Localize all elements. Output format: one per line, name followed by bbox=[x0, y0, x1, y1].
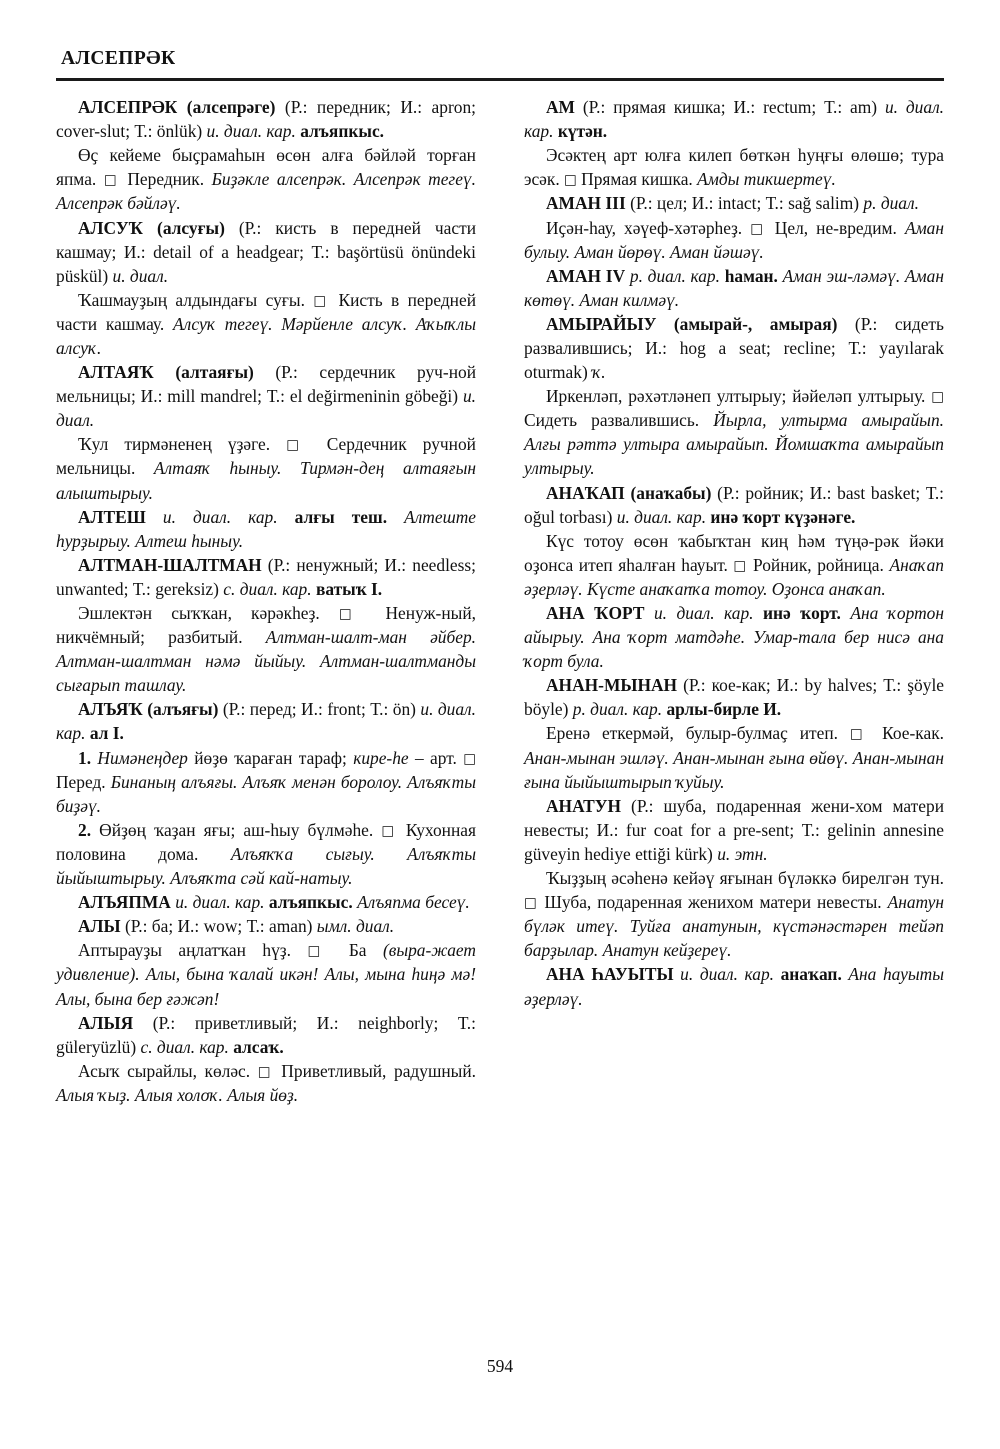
dictionary-entry bbox=[56, 216, 476, 288]
square-marker-icon: □ bbox=[849, 726, 871, 743]
headword: (амырай-, амырая) bbox=[673, 313, 838, 334]
grammar-label: и. диал. кар. bbox=[616, 506, 707, 527]
body-text bbox=[278, 507, 295, 527]
square-marker-icon: □ bbox=[750, 220, 767, 237]
body-text bbox=[387, 507, 404, 527]
headword: АМЫРАЙЫУ bbox=[546, 313, 657, 334]
dictionary-entry bbox=[524, 601, 944, 673]
body-text: Передник. bbox=[119, 169, 212, 190]
headword: алъяпкыс. bbox=[268, 892, 353, 913]
square-marker-icon: □ bbox=[286, 437, 311, 454]
square-marker-icon: □ bbox=[524, 895, 539, 912]
headword: АМАН IV bbox=[546, 265, 626, 286]
square-marker-icon: □ bbox=[338, 606, 367, 622]
grammar-label: Анаҡап әҙерләү. Күсте анаҡапҡа тотоу. Оҙонса анаҡап. bbox=[524, 554, 944, 599]
entry-definition bbox=[524, 384, 944, 480]
body-text bbox=[656, 314, 673, 334]
grammar-label: и. диал. кар. bbox=[162, 506, 278, 527]
column-container bbox=[56, 95, 944, 1107]
body-text: (Р.: перед; И.: front; Т.: ön) bbox=[218, 699, 421, 720]
body-text: (Р.: приветливый; И.: neighborly; Т.: güleryüzlü) bbox=[56, 1012, 476, 1057]
entry-definition bbox=[56, 1059, 476, 1107]
body-text: (Р.: прямая кишка; И.: rectum; Т.: am) bbox=[574, 97, 885, 118]
grammar-label: р. диал. кар. bbox=[572, 699, 663, 720]
body-text: (Р.: сидеть развалившись; И.: hog a seat; recline; Т.: yayılarak oturmak) bbox=[524, 313, 944, 383]
body-text: Күс тотоу өсөн ҡабыҡтан киң һәм түңә-рәк йәки оҙонса итеп яһалған һауыт. bbox=[524, 530, 944, 575]
dictionary-entry bbox=[524, 673, 944, 721]
headword: АЛЫ bbox=[78, 916, 121, 937]
body-text: Аптырауҙы аңлатҡан һүҙ. bbox=[78, 940, 308, 961]
dictionary-entry bbox=[524, 264, 944, 312]
grammar-label: р. диал. bbox=[863, 193, 919, 214]
grammar-label: и. диал. кар. bbox=[524, 97, 944, 142]
dictionary-entry bbox=[56, 505, 476, 553]
headword: 1. bbox=[78, 747, 92, 768]
square-marker-icon: □ bbox=[257, 1063, 274, 1080]
headword: һаман. bbox=[724, 265, 778, 286]
headword: АЛСЕПРӘК bbox=[78, 97, 178, 118]
square-marker-icon: □ bbox=[103, 172, 120, 189]
headword: АЛТМАН-ШАЛТМАН bbox=[78, 554, 262, 575]
body-text bbox=[154, 362, 176, 382]
dictionary-entry bbox=[56, 914, 476, 938]
grammar-label: Аман эш-ләмәү. Аман көтөү. Аман килмәү. bbox=[524, 265, 944, 310]
body-text: Ҡул тирмәненең үҙәге. bbox=[78, 434, 287, 455]
body-text: (Р.: цел; И.: intact; Т.: sağ salim) bbox=[625, 193, 864, 214]
grammar-label: ымл. диал. bbox=[316, 916, 395, 937]
body-text: – арт. bbox=[408, 747, 464, 768]
body-text: Приветливый, радушный. bbox=[273, 1060, 476, 1081]
dictionary-entry bbox=[56, 1011, 476, 1059]
body-text: (Р.: кисть в передней части кашмау; И.: detail of a headgear; Т.: başörtüsü önündeki püskül) bbox=[56, 217, 476, 286]
body-text: (Р.: ройник; И.: bast basket; Т.: oğul torbası) bbox=[524, 482, 944, 527]
headword: АНА ҠОРТ bbox=[546, 603, 645, 623]
grammar-label: кире-һе bbox=[353, 747, 409, 768]
headword: АНАТУН bbox=[546, 795, 622, 816]
headword: инә ҡорт күҙәнәге. bbox=[710, 506, 856, 527]
square-marker-icon: □ bbox=[307, 943, 333, 960]
square-marker-icon: □ bbox=[931, 389, 944, 406]
grammar-label: Бинаның алъяғы. Алъяҡ менән боролоу. Алъяҡты биҙәү. bbox=[56, 771, 476, 816]
entry-definition bbox=[524, 143, 944, 191]
headword: АЛТАЯҠ bbox=[78, 362, 154, 383]
body-text: Өҫ кейеме быҫрамаһын өсөн алға бәйләй торған япма. bbox=[56, 145, 476, 190]
body-text: Өйҙөң ҡаҙан яғы; аш-һыу бүлмәһе. bbox=[91, 819, 382, 840]
grammar-label: и. диал. кар. bbox=[680, 964, 774, 985]
headword: АНАҠАП bbox=[546, 482, 625, 503]
headword: АМ bbox=[546, 97, 575, 118]
entry-definition bbox=[56, 818, 476, 890]
body-text bbox=[644, 603, 653, 623]
grammar-label: Алъяҡҡа сығыу. Алъяҡты йыйыштырыу. Алъяҡта сәй кай-натыу. bbox=[56, 843, 476, 889]
square-marker-icon: □ bbox=[381, 822, 398, 839]
body-text: Эшлектән сыҡҡан, кәрәкһеҙ. bbox=[78, 603, 339, 623]
entry-definition bbox=[56, 432, 476, 504]
body-text: Иҫән-һау, хәүеф-хәтәрһеҙ. bbox=[546, 217, 751, 238]
dictionary-entry bbox=[524, 191, 944, 215]
headword: АЛСУҠ bbox=[78, 217, 144, 238]
headword: АЛТЕШ bbox=[78, 506, 146, 527]
square-marker-icon: □ bbox=[313, 292, 331, 309]
dictionary-entry bbox=[56, 360, 476, 432]
dictionary-entry bbox=[56, 890, 476, 914]
headword: алғы теш. bbox=[294, 506, 388, 527]
headword: ватыҡ I. bbox=[315, 578, 383, 599]
entry-definition bbox=[524, 721, 944, 793]
dictionary-entry bbox=[524, 481, 944, 529]
headword: инә ҡорт. bbox=[762, 603, 841, 623]
entry-definition bbox=[524, 866, 944, 962]
body-text bbox=[146, 507, 163, 527]
grammar-label: Нимәнеңдер bbox=[97, 747, 188, 768]
dictionary-entry bbox=[524, 312, 944, 384]
dictionary-entry bbox=[524, 794, 944, 866]
grammar-label: Ана һауыты әҙерләү. bbox=[524, 964, 944, 1009]
entry-definition bbox=[524, 529, 944, 601]
grammar-label: ҡ. bbox=[592, 362, 606, 383]
grammar-label: Биҙәкле алсепрәк. Алсепрәк тегеү. Алсепрәк бәйләү. bbox=[56, 169, 476, 214]
body-text: Иркенләп, рәхәтләнеп ултырыу; йәйеләп ултырыу. bbox=[546, 386, 932, 407]
headword: алъяпкыс. bbox=[300, 121, 385, 142]
header-rule bbox=[56, 78, 944, 81]
grammar-label: и. диал. кар. bbox=[206, 121, 296, 142]
headword: АЛЫЯ bbox=[78, 1012, 134, 1033]
entry-definition bbox=[56, 143, 476, 215]
body-text: Цел, не-вредим. bbox=[766, 217, 905, 238]
headword: анаҡап. bbox=[780, 964, 842, 985]
dictionary-entry bbox=[524, 962, 944, 1010]
body-text: Сердечник ручной мельницы. bbox=[56, 434, 476, 479]
grammar-label: Ана ҡортон айырыу. Ана ҡорт матдәһе. Умар-тала бер нисә ана ҡорт була. bbox=[524, 603, 944, 672]
body-text: Ба bbox=[332, 940, 383, 961]
headword: 2. bbox=[78, 819, 92, 840]
dictionary-entry bbox=[56, 95, 476, 143]
body-text: Еренә еткермәй, булыр-булмаҫ итеп. bbox=[546, 723, 850, 744]
dictionary-entry bbox=[56, 553, 476, 601]
headword: АНА ҺАУЫТЫ bbox=[546, 964, 674, 985]
body-text bbox=[753, 603, 762, 623]
square-marker-icon: □ bbox=[564, 172, 577, 189]
body-text: Асыҡ сырайлы, көләс. bbox=[78, 1060, 258, 1081]
entry-definition bbox=[56, 601, 476, 697]
body-text: (Р.: ненужный; И.: needless; unwanted; Т.: gereksiz) bbox=[56, 554, 476, 599]
body-text: Прямая кишка. bbox=[576, 169, 698, 190]
square-marker-icon: □ bbox=[463, 750, 476, 767]
left-column bbox=[56, 95, 476, 1107]
grammar-label: и. диал. bbox=[56, 386, 476, 431]
body-text: Эсәктең арт юлға килеп бөткән һуңғы өлөшө; тура эсәк. bbox=[524, 145, 944, 190]
body-text: (Р.: передник; И.: apron; cover-slut; Т.: önlük) bbox=[56, 97, 476, 142]
body-text: Сидеть развалившись. bbox=[524, 410, 714, 431]
grammar-label: с. диал. кар. bbox=[140, 1036, 229, 1057]
body-text bbox=[143, 218, 157, 238]
running-head: АЛСЕПРӘК bbox=[61, 48, 176, 69]
body-text: Перед. bbox=[56, 771, 111, 792]
headword: (алсепрәге) bbox=[186, 97, 276, 118]
headword: күтән. bbox=[557, 121, 608, 142]
entry-definition bbox=[56, 938, 476, 1010]
headword: (алтаяғы) bbox=[175, 362, 254, 383]
headword: (алъяғы) bbox=[147, 699, 219, 720]
dictionary-entry bbox=[56, 697, 476, 745]
grammar-label: Алтман-шалт-ман әйбер. Алтман-шалтман нәмә йыйыу. Алтман-шалтманды сығарып ташлау. bbox=[56, 627, 476, 696]
headword: ал I. bbox=[89, 723, 124, 744]
grammar-label: р. диал. кар. bbox=[629, 265, 720, 286]
headword: арлы-бирле И. bbox=[666, 699, 782, 720]
body-text: Ройник, ройница. bbox=[747, 554, 890, 575]
body-text bbox=[177, 97, 187, 117]
body-text: Ненуж-ный, никчёмный; разбитый. bbox=[56, 603, 476, 648]
page-number: 594 bbox=[486, 1356, 514, 1376]
headword: АЛЪЯПМА bbox=[78, 892, 171, 913]
body-text: (Р.: шуба, подаренная жени-хом матери невесты; И.: fur coat for a pre-sent; Т.: gelinin annesine güveyin hediye ettiği kürk) bbox=[524, 795, 944, 864]
entry-definition bbox=[524, 216, 944, 264]
body-text: Кисть в передней части кашмау. bbox=[56, 289, 476, 334]
grammar-label: с. диал. кар. bbox=[223, 578, 312, 599]
grammar-label: и. этн. bbox=[717, 843, 768, 864]
grammar-label: и. диал. bbox=[112, 265, 169, 286]
grammar-label: Алъяпма бесеү. bbox=[357, 892, 470, 913]
grammar-label: и. диал. кар. bbox=[175, 892, 265, 913]
headword: АМАН III bbox=[546, 193, 626, 214]
square-marker-icon: □ bbox=[733, 557, 748, 574]
body-text: Кухонная половина дома. bbox=[56, 819, 476, 864]
grammar-label: Алыя ҡыҙ. Алыя холоҡ. Алыя йөҙ. bbox=[56, 1084, 299, 1105]
grammar-label: Аман булыу. Аман йөрөү. Аман йәшәү. bbox=[524, 217, 944, 262]
grammar-label: и. диал. кар. bbox=[56, 699, 476, 744]
entry-definition bbox=[56, 746, 476, 818]
body-text: (Р.: ба; И.: wow; Т.: aman) bbox=[120, 916, 317, 937]
body-text: Ҡыҙҙың әсәһенә кейәү яғынан бүләккә бирелгән тун. bbox=[546, 868, 944, 889]
grammar-label: Анан-мынан эшләү. Анан-мынан ғына өйөү. Анан-мынан ғына йыйыштырып ҡуйыу. bbox=[524, 747, 944, 792]
grammar-label: Амды тикшертеү. bbox=[697, 169, 836, 190]
entry-definition bbox=[56, 288, 476, 360]
body-text bbox=[774, 964, 781, 984]
grammar-label: Анатун бүләк итеү. Туйға анатунын, күстәнәстәрен тейәп барҙылар. Анатун кейҙереү. bbox=[524, 892, 944, 961]
headword: АНАН-МЫНАН bbox=[546, 675, 678, 696]
body-text: Ҡашмауҙың алдындағы суғы. bbox=[78, 289, 314, 310]
grammar-label: Йырла, ултырма амырайып. Алғы рәттә ултыра амырайып. Йомшаҡта амырайып ултырыу. bbox=[524, 410, 944, 479]
body-text: (Р.: кое-как; И.: by halves; Т.: şöyle böyle) bbox=[524, 675, 944, 720]
headword: алсаҡ. bbox=[233, 1036, 284, 1057]
body-text: (Р.: сердечник руч-ной мельницы; И.: mill mandrel; Т.: el değirmeninin göbeği) bbox=[56, 362, 476, 407]
body-text bbox=[841, 603, 850, 623]
headword: АЛЪЯҠ bbox=[78, 699, 143, 720]
body-text: Шуба, подаренная женихом матери невесты. bbox=[538, 892, 888, 913]
grammar-label: Алтаяҡ һыныу. Тирмән-дең алтаяғын алыштырыу. bbox=[56, 458, 476, 503]
headword: (анаҡабы) bbox=[630, 482, 712, 503]
grammar-label: Алсуҡ тегеү. Мәрйенле алсуҡ. Аҡыҡлы алсуҡ. bbox=[56, 313, 477, 358]
grammar-label: (выра-жает удивление). Алы, бына ҡалай икән! Алы, мына һиңә мә! Алы, бына бер ғәжәп! bbox=[56, 940, 476, 1009]
body-text: йөҙө ҡараған тараф; bbox=[187, 747, 354, 768]
dictionary-entry bbox=[524, 95, 944, 143]
body-text: Кое-как. bbox=[870, 723, 944, 744]
grammar-label: Алтеште һурҙырыу. Алтеш һыныу. bbox=[56, 506, 476, 551]
right-column bbox=[524, 95, 944, 1107]
headword: (алсуғы) bbox=[157, 217, 225, 238]
grammar-label: и. диал. кар. bbox=[653, 603, 754, 623]
